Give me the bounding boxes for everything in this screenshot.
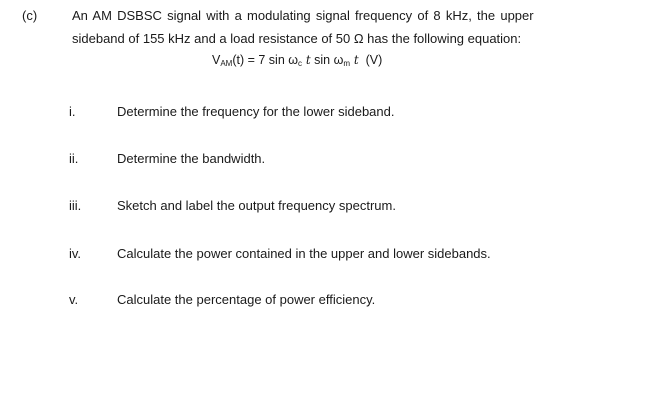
item-1-text: Determine the frequency for the lower sideband. <box>117 104 395 119</box>
item-4-numeral: iv. <box>69 246 82 261</box>
equation-m-subscript: m <box>343 59 351 68</box>
item-5-text: Calculate the percentage of power efficiency. <box>117 292 376 307</box>
equation-lhs: (t) = 7 sin ω <box>232 53 299 67</box>
item-2-text: Determine the bandwidth. <box>117 151 266 166</box>
item-2-numeral: ii. <box>69 151 79 166</box>
equation-c-subscript: c <box>298 59 303 68</box>
equation-t1: t <box>302 53 311 67</box>
equation-am-subscript: AM <box>220 59 233 68</box>
equation-v: V <box>212 53 221 67</box>
equation-t2: t <box>350 53 359 67</box>
item-1-numeral: i. <box>69 104 76 119</box>
item-5-numeral: v. <box>69 292 79 307</box>
question-intro-line-1: An AM DSBSC signal with a modulating signal frequency of 8 kHz, the upper <box>72 8 534 23</box>
item-3-numeral: iii. <box>69 198 82 213</box>
equation-mid: sin ω <box>310 53 344 67</box>
question-part-label: (c) <box>22 8 38 23</box>
equation-unit: (V) <box>358 53 383 67</box>
item-4-text: Calculate the power contained in the upper and lower sidebands. <box>117 246 491 261</box>
am-equation <box>212 53 382 68</box>
item-3-text: Sketch and label the output frequency spectrum. <box>117 198 396 213</box>
question-intro-line-2: sideband of 155 kHz and a load resistance of 50 Ω has the following equation: <box>72 31 522 46</box>
